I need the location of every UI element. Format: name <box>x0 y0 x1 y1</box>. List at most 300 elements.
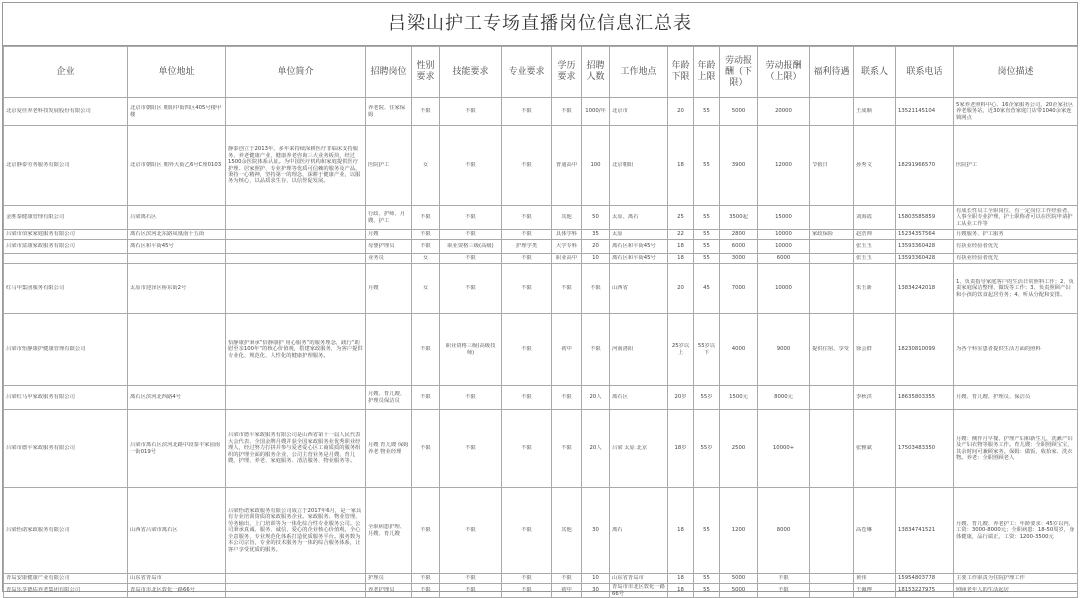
cell-text: 护理员 <box>368 575 384 582</box>
table-row <box>4 410 1078 488</box>
table-row <box>4 240 1078 254</box>
table-cell <box>552 410 582 488</box>
table-cell <box>412 98 440 126</box>
table-cell <box>412 206 440 230</box>
table-cell <box>582 206 610 230</box>
table-row <box>4 98 1078 126</box>
table-cell <box>412 410 440 488</box>
cell-text: 女 <box>422 285 429 292</box>
cell-text: 吕梁市怡静康护健康管理有限公司 <box>6 346 86 353</box>
table-cell <box>226 240 366 254</box>
table-cell <box>954 126 1078 206</box>
cell-text: 不限 <box>465 255 476 262</box>
table-cell <box>610 240 668 254</box>
table-cell <box>128 574 226 584</box>
table-cell <box>694 240 720 254</box>
cell-text: 为各个科室患者提供生活方面的照料 <box>956 346 1041 353</box>
cell-text: 15954803778 <box>898 575 936 582</box>
table-cell <box>502 584 552 598</box>
table-cell <box>668 264 694 314</box>
table-cell <box>896 230 954 240</box>
table-cell <box>668 240 694 254</box>
cell-text: 10000 <box>775 231 792 238</box>
cell-text: 其他 <box>561 527 572 534</box>
table-cell <box>668 574 694 584</box>
cell-text: 55 <box>703 108 710 115</box>
table-cell <box>720 314 758 386</box>
cell-text: 吕梁市富康家政服务有限公司 <box>6 243 75 250</box>
cell-text: 刘海霞 <box>856 214 872 221</box>
table-cell <box>552 254 582 264</box>
table-cell <box>502 314 552 386</box>
cell-text: 9000 <box>776 346 791 353</box>
table-cell <box>720 386 758 410</box>
table-cell <box>896 574 954 584</box>
cell-text: 8000元 <box>774 394 793 401</box>
cell-text: 10000 <box>775 285 792 292</box>
table-cell <box>4 314 128 386</box>
cell-text: 100 <box>590 162 601 169</box>
table-cell <box>610 410 668 488</box>
table-cell <box>366 230 412 240</box>
table-cell <box>552 126 582 206</box>
cell-text: 河南洛阳 <box>612 346 634 353</box>
table-row <box>4 314 1078 386</box>
cell-text: 李秋洪 <box>856 394 872 401</box>
table-cell <box>412 386 440 410</box>
table-cell <box>810 488 854 574</box>
cell-text: 55 <box>703 162 710 169</box>
cell-text: 赵浩帅 <box>856 231 872 238</box>
cell-text: 不限 <box>420 346 431 353</box>
table-cell <box>954 488 1078 574</box>
table-cell <box>810 264 854 314</box>
table-cell <box>610 126 668 206</box>
cell-text: 吕梁离石区 <box>130 214 157 221</box>
column-header: 工作地点 <box>610 47 668 98</box>
cell-text: 月嫂服务、护工服务 <box>956 231 1004 238</box>
cell-text: 35 <box>592 231 599 238</box>
table-cell <box>440 254 502 264</box>
cell-text: 吕梁怡诺家政服务有限公司 <box>6 527 70 534</box>
cell-text: 青岛安康健康产业有限公司 <box>6 575 70 582</box>
cell-text: 月嫂 育儿嫂 保姆 养老 物业经理 <box>368 442 409 455</box>
cell-text: 不限 <box>521 587 532 594</box>
table-cell <box>366 126 412 206</box>
cell-text: 不限 <box>521 255 532 262</box>
column-header: 学历要求 <box>552 47 582 98</box>
table-cell <box>854 410 896 488</box>
job-table <box>3 46 1078 598</box>
cell-text: 13521145104 <box>898 108 936 115</box>
table-cell <box>440 264 502 314</box>
cell-text: 山西省吕梁市离石区 <box>130 527 178 534</box>
table-cell <box>226 386 366 410</box>
table-cell <box>694 410 720 488</box>
cell-text: 养老院、住家保姆 <box>368 105 406 118</box>
column-header: 技能要求 <box>440 47 502 98</box>
cell-text: 不限 <box>561 285 572 292</box>
table-cell <box>4 240 128 254</box>
table-cell <box>720 264 758 314</box>
table-cell <box>810 230 854 240</box>
table-cell <box>552 584 582 598</box>
cell-text: 母婴护理员 <box>368 243 395 250</box>
table-cell <box>758 254 810 264</box>
table-cell <box>440 206 502 230</box>
table-cell <box>854 240 896 254</box>
table-cell <box>954 98 1078 126</box>
table-cell <box>128 314 226 386</box>
cell-text: 17503483350 <box>898 445 936 452</box>
table-cell <box>810 98 854 126</box>
cell-text: 职业高中 <box>555 255 578 262</box>
table-cell <box>440 410 502 488</box>
table-cell <box>954 574 1078 584</box>
cell-text: 金胜泰健康管理有限公司 <box>6 214 65 221</box>
table-cell <box>954 254 1078 264</box>
cell-text: 不限 <box>561 445 572 452</box>
table-cell <box>758 386 810 410</box>
table-cell <box>854 584 896 598</box>
cell-text: 55 <box>703 587 710 594</box>
cell-text: 18 <box>677 575 684 582</box>
table-cell <box>366 488 412 574</box>
cell-text: 不限 <box>465 527 476 534</box>
table-cell <box>366 314 412 386</box>
table-cell <box>582 98 610 126</box>
table-cell <box>954 314 1078 386</box>
cell-text: 6000 <box>776 255 791 262</box>
table-cell <box>412 584 440 598</box>
table-cell <box>694 314 720 386</box>
table-cell <box>502 206 552 230</box>
cell-text: 不限 <box>465 162 476 169</box>
cell-text: 黄伟 <box>856 575 867 582</box>
cell-text: 医院护工 <box>956 162 978 169</box>
cell-text: 45 <box>703 285 710 292</box>
table-cell <box>582 386 610 410</box>
cell-text: 18 <box>677 527 684 534</box>
cell-text: 月嫂、育儿嫂、养老护工：年龄要求：45岁以内，工资：3000-8000元；全职病患：18-50周岁，身体健康，品行端正，工资：1200-3500元 <box>956 520 1075 540</box>
cell-text: 10 <box>592 575 599 582</box>
table-cell <box>582 410 610 488</box>
cell-text: 20人 <box>589 445 602 452</box>
table-cell <box>610 264 668 314</box>
table-cell <box>758 126 810 206</box>
table-cell <box>226 206 366 230</box>
cell-text: 55 <box>703 243 710 250</box>
table-cell <box>854 314 896 386</box>
table-cell <box>226 410 366 488</box>
table-cell <box>668 410 694 488</box>
table-cell <box>810 240 854 254</box>
table-cell <box>4 488 128 574</box>
cell-text: 提供住宿，享受 <box>812 346 850 353</box>
cell-text: 不限 <box>521 162 532 169</box>
cell-text: 月嫂：侧作月早餐、护理产妇和新生儿，洗漱产妇及产妇衣物等服务工作。育儿嫂：全职照顾宝宝，其余时间可兼顾家务。保姆：做饭、收拾家、洗衣物。养老：全职照顾老人 <box>956 435 1073 461</box>
cell-text: 55 <box>703 575 710 582</box>
cell-text: 20人 <box>589 394 602 401</box>
table-cell <box>4 206 128 230</box>
cell-text: 有执业经验者优先 <box>956 255 999 262</box>
table-cell <box>128 584 226 598</box>
cell-text: 山东省青岛市 <box>612 575 644 582</box>
cell-text: 青岛乐享德佑养老集团有限公司 <box>6 587 81 594</box>
table-cell <box>502 240 552 254</box>
cell-text: 18291966570 <box>898 162 936 169</box>
cell-text: 不限 <box>420 243 431 250</box>
table-cell <box>226 230 366 240</box>
table-cell <box>552 264 582 314</box>
table-cell <box>366 386 412 410</box>
cell-text: 不限 <box>465 445 476 452</box>
table-cell <box>128 206 226 230</box>
cell-text: 5000 <box>731 587 746 594</box>
table-cell <box>582 488 610 574</box>
table-cell <box>668 230 694 240</box>
cell-text: 离石区和平街45号 <box>130 243 174 250</box>
table-cell <box>440 488 502 574</box>
table-cell <box>610 254 668 264</box>
cell-text: 18230810099 <box>898 346 936 353</box>
table-cell <box>552 240 582 254</box>
table-cell <box>758 314 810 386</box>
table-cell <box>668 584 694 598</box>
table-cell <box>854 386 896 410</box>
table-row <box>4 488 1078 574</box>
cell-text: 红马甲集团服务有限公司 <box>6 285 65 292</box>
cell-text: 离石区和平街45号 <box>612 255 656 262</box>
table-cell <box>552 98 582 126</box>
cell-text: 有执业经验者优先 <box>956 243 999 250</box>
cell-text: 20 <box>592 243 599 250</box>
table-cell <box>694 206 720 230</box>
table-cell <box>412 240 440 254</box>
cell-text: 30 <box>592 587 599 594</box>
cell-text: 北京朝阳 <box>612 162 634 169</box>
cell-text: 不限 <box>521 346 532 353</box>
table-cell <box>4 264 128 314</box>
table-cell <box>896 206 954 230</box>
cell-text: 5家养老照料中心、16企家服务公司，20企家社区养老服务站，近30家直营家庭门店带1040余家连锁网点 <box>956 101 1074 121</box>
table-row <box>4 386 1078 410</box>
table-cell <box>4 386 128 410</box>
table-cell <box>128 230 226 240</box>
table-cell <box>226 254 366 264</box>
table-cell <box>502 574 552 584</box>
table-cell <box>502 386 552 410</box>
cell-text: 朱玉新 <box>856 285 872 292</box>
cell-text: 青岛市市北区敦化一路66号 <box>130 587 196 594</box>
table-cell <box>720 574 758 584</box>
cell-text: 55岁以下 <box>697 343 716 356</box>
table-cell <box>896 98 954 126</box>
cell-text: 不限 <box>420 575 431 582</box>
table-cell <box>412 314 440 386</box>
cell-text: 王佩博 <box>856 587 872 594</box>
cell-text: 不限 <box>465 214 476 221</box>
table-cell <box>610 314 668 386</box>
cell-text: 不限 <box>420 445 431 452</box>
cell-text: 不限 <box>420 214 431 221</box>
table-cell <box>758 410 810 488</box>
table-cell <box>758 264 810 314</box>
table-cell <box>810 206 854 230</box>
cell-text: 家政保险 <box>812 231 834 238</box>
table-cell <box>582 314 610 386</box>
table-cell <box>810 584 854 598</box>
column-header: 年龄下限 <box>668 47 694 98</box>
table-cell <box>954 386 1078 410</box>
table-cell <box>412 574 440 584</box>
table-cell <box>4 254 128 264</box>
cell-text: 护理学类 <box>515 243 538 250</box>
cell-text: 20000 <box>775 108 792 115</box>
table-cell <box>502 98 552 126</box>
table-cell <box>694 264 720 314</box>
table-cell <box>896 126 954 206</box>
table-cell <box>668 206 694 230</box>
table-cell <box>758 488 810 574</box>
cell-text: 吕梁市德平家政服务有限公司 <box>6 445 75 452</box>
table-row <box>4 206 1078 230</box>
table-cell <box>668 386 694 410</box>
cell-text: 50 <box>592 214 599 221</box>
column-header: 联系电话 <box>896 47 954 98</box>
table-cell <box>610 98 668 126</box>
table-cell <box>720 98 758 126</box>
cell-text: 12000 <box>775 162 792 169</box>
table-cell <box>502 488 552 574</box>
cell-text: 不限 <box>590 346 601 353</box>
cell-text: 离石区滨河北西路4号 <box>130 394 182 401</box>
cell-text: 10 <box>592 255 599 262</box>
table-cell <box>854 488 896 574</box>
table-cell <box>412 126 440 206</box>
cell-text: 30 <box>592 527 599 534</box>
cell-text: 15000 <box>775 214 792 221</box>
cell-text: 不限 <box>521 214 532 221</box>
cell-text: 不限 <box>465 108 476 115</box>
table-cell <box>226 488 366 574</box>
table-cell <box>854 98 896 126</box>
cell-text: 不限 <box>465 231 476 238</box>
table-cell <box>896 240 954 254</box>
table-cell <box>440 240 502 254</box>
table-cell <box>366 264 412 314</box>
table-cell <box>854 264 896 314</box>
table-cell <box>502 230 552 240</box>
cell-text: 20岁 <box>674 394 687 401</box>
cell-text: 离石 <box>612 527 623 534</box>
table-cell <box>694 584 720 598</box>
table-cell <box>668 314 694 386</box>
table-cell <box>582 264 610 314</box>
cell-text: 3500起 <box>729 214 748 221</box>
table-cell <box>128 410 226 488</box>
cell-text: 25 <box>677 214 684 221</box>
cell-text: 不限 <box>590 285 601 292</box>
cell-text: 不限 <box>420 108 431 115</box>
table-cell <box>440 314 502 386</box>
table-cell <box>4 574 128 584</box>
cell-text: 不限 <box>521 285 532 292</box>
table-cell <box>552 488 582 574</box>
cell-text: 职业资格三级(高级技师) <box>445 343 496 356</box>
table-cell <box>552 574 582 584</box>
table-cell <box>694 254 720 264</box>
table-cell <box>440 98 502 126</box>
table-cell <box>810 410 854 488</box>
cell-text: 10000+ <box>772 445 795 452</box>
table-cell <box>4 98 128 126</box>
cell-text: 主要工作职责为住院护理工作 <box>956 575 1025 582</box>
cell-text: 北京爱佳养老科技发展股份有限公司 <box>6 108 91 115</box>
column-header: 岗位描述 <box>954 47 1078 98</box>
column-header: 劳动报酬（下限） <box>720 47 758 98</box>
spreadsheet <box>2 2 1078 597</box>
cell-text: 18 <box>677 162 684 169</box>
cell-text: 2800 <box>731 231 746 238</box>
table-cell <box>854 254 896 264</box>
cell-text: 不限 <box>521 445 532 452</box>
table-cell <box>854 230 896 240</box>
cell-text: 月嫂 <box>368 285 379 292</box>
cell-text: 初中 <box>561 587 572 594</box>
cell-text: 不限 <box>778 587 789 594</box>
cell-text: 北京市朝阳区 朝外大街乙6号C座0103 <box>130 162 222 169</box>
table-cell <box>810 254 854 264</box>
table-cell <box>128 240 226 254</box>
table-cell <box>694 230 720 240</box>
column-header: 年龄上限 <box>694 47 720 98</box>
cell-text: 张玉玉 <box>856 243 872 250</box>
cell-text: 山西省 <box>612 285 628 292</box>
table-cell <box>758 98 810 126</box>
cell-text: 北京市 <box>612 108 628 115</box>
cell-text: 普通高中 <box>555 162 578 169</box>
table-cell <box>720 410 758 488</box>
cell-text: 55 <box>703 214 710 221</box>
table-cell <box>226 98 366 126</box>
cell-text: 不限 <box>420 587 431 594</box>
table-cell <box>896 386 954 410</box>
table-cell <box>366 254 412 264</box>
cell-text: 55岁 <box>700 394 713 401</box>
cell-text: 医院护工 <box>368 162 390 169</box>
cell-text: 不限 <box>521 394 532 401</box>
cell-text: 太原市迎泽区桥东街2号 <box>130 285 187 292</box>
table-cell <box>610 230 668 240</box>
table-row <box>4 264 1078 314</box>
cell-text: 太原、离石 <box>612 214 639 221</box>
table-cell <box>610 584 668 598</box>
cell-text: 不限 <box>561 575 572 582</box>
table-cell <box>954 240 1078 254</box>
table-cell <box>128 126 226 206</box>
cell-text: 55 <box>703 255 710 262</box>
table-cell <box>366 410 412 488</box>
cell-text: 13593360428 <box>898 243 936 250</box>
header-row <box>4 47 1078 98</box>
cell-text: 1200 <box>731 527 746 534</box>
cell-text: 太原 <box>612 231 623 238</box>
table-cell <box>366 240 412 254</box>
cell-text: 职业资格三级(高级) <box>447 243 494 250</box>
table-cell <box>694 488 720 574</box>
table-cell <box>226 584 366 598</box>
